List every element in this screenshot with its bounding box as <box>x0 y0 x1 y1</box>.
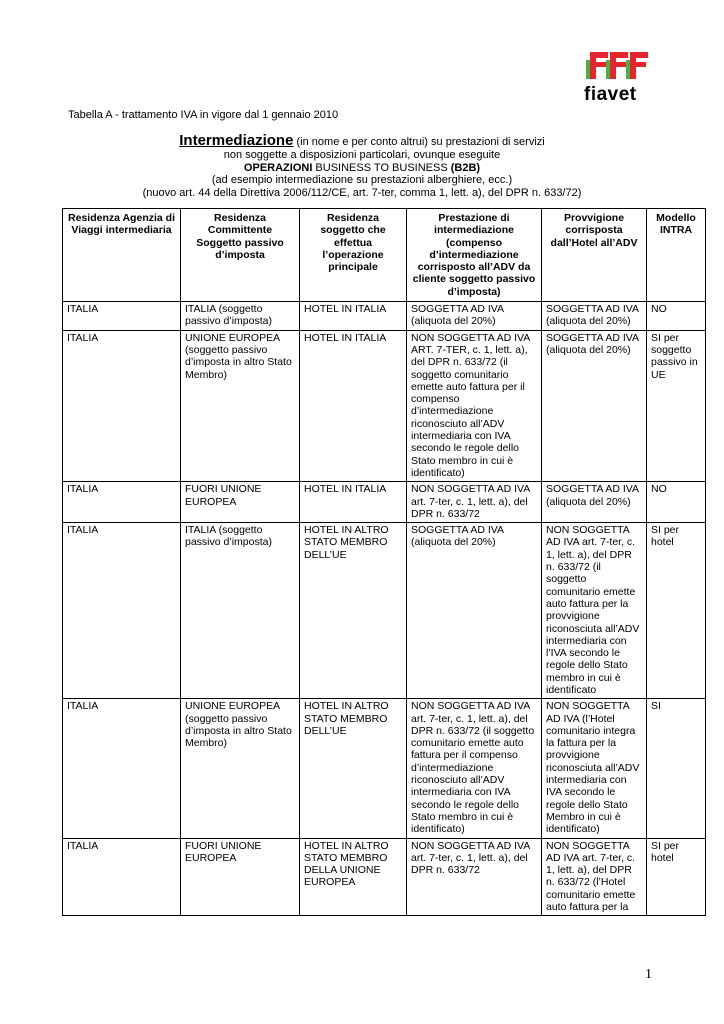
table-cell: SI per hotel <box>647 838 706 916</box>
heading-title: Intermediazione <box>179 132 294 149</box>
heading-operazioni: OPERAZIONI <box>243 161 313 174</box>
table-cell: SOGGETTA AD IVA (aliquota del 20%) <box>407 302 542 331</box>
table-cell: NON SOGGETTA AD IVA art. 7-ter, c. 1, lett. a), del DPR n. 633/72 (il soggetto comunitario emette auto fattura per il compenso d’intermediazione riconosciuto all’ADV intermediaria con IVA secondo le regole dello Stato membro in cui è identificato) <box>407 699 542 838</box>
document-heading <box>60 132 664 200</box>
table-cell: SI <box>647 699 706 838</box>
table-row <box>63 330 706 482</box>
table-cell: NON SOGGETTA AD IVA art. 7-ter, c. 1, lett. a), del DPR n. 633/72 <box>407 838 542 916</box>
table-row <box>63 482 706 523</box>
table-cell: NON SOGGETTA AD IVA (l’Hotel comunitario integra la fattura per la provvigione riconosciuta all’ADV intermediaria con IVA secondo le regole dello Stato Membro in cui è identificato) <box>542 699 647 838</box>
header-modello-intra: Modello INTRA <box>647 209 706 302</box>
table-cell: NON SOGGETTA AD IVA art. 7-ter, c. 1, lett. a), del DPR n. 633/72 (l’Hotel comunitario emette auto fattura per la <box>542 838 647 916</box>
table-cell: SOGGETTA AD IVA (aliquota del 20%) <box>542 482 647 523</box>
heading-line-3 <box>60 162 664 175</box>
vat-treatment-table <box>62 208 706 916</box>
table-cell: ITALIA <box>63 330 181 482</box>
header-residenza-agenzia: Residenza Agenzia di Viaggi intermediaria <box>63 209 181 302</box>
table-cell: NON SOGGETTA AD IVA ART. 7-TER, c. 1, lett. a), del DPR n. 633/72 (il soggetto comunitario emette auto fattura per il compenso d’intermediazione riconosciuto all’ADV intermediaria con IVA secondo le regole dello Stato membro in cui è identificato) <box>407 330 542 482</box>
table-cell: ITALIA <box>63 699 181 838</box>
table-cell: HOTEL IN ITALIA <box>300 330 407 482</box>
table-cell: NON SOGGETTA AD IVA art. 7-ter, c. 1, lett. a), del DPR n. 633/72 <box>407 482 542 523</box>
table-cell: NO <box>647 302 706 331</box>
table-cell: UNIONE EUROPEA (soggetto passivo d’imposta in altro Stato Membro) <box>181 699 300 838</box>
table-cell: ITALIA <box>63 523 181 699</box>
table-cell: SI per soggetto passivo in UE <box>647 330 706 482</box>
table-cell: ITALIA <box>63 482 181 523</box>
table-header-row <box>63 209 706 302</box>
header-residenza-soggetto: Residenza soggetto che effettua l’operazione principale <box>300 209 407 302</box>
table-cell: NON SOGGETTA AD IVA art. 7-ter, c. 1, lett. a), del DPR n. 633/72 (il soggetto comunitario emette auto fattura per la provvigione riconosciuta all’ADV intermediaria con l’IVA secondo le regole dello Stato membro in cui è identificato <box>542 523 647 699</box>
heading-line-2: non soggette a disposizioni particolari, ovunque eseguite <box>223 148 501 161</box>
table-cell: HOTEL IN ITALIA <box>300 482 407 523</box>
logo-wordmark: fiavet <box>584 84 637 105</box>
table-cell: HOTEL IN ALTRO STATO MEMBRO DELLA UNIONE EUROPEA <box>300 838 407 916</box>
heading-title-rest: (in nome e per conto altrui) su prestazioni di servizi <box>293 136 545 148</box>
document-subtitle: Tabella A - trattamento IVA in vigore dal 1 gennaio 2010 <box>68 109 339 121</box>
table-cell: ITALIA (soggetto passivo d’imposta) <box>181 523 300 699</box>
header-prestazione: Prestazione di intermediazione (compenso d’intermediazione corrisposto all’ADV da cliente soggetto passivo d’imposta) <box>407 209 542 302</box>
table-cell: HOTEL IN ALTRO STATO MEMBRO DELL’UE <box>300 699 407 838</box>
table-cell: HOTEL IN ALTRO STATO MEMBRO DELL’UE <box>300 523 407 699</box>
table-cell: NO <box>647 482 706 523</box>
table-cell: UNIONE EUROPEA (soggetto passivo d’imposta in altro Stato Membro) <box>181 330 300 482</box>
table-cell: ITALIA (soggetto passivo d’imposta) <box>181 302 300 331</box>
heading-line-1 <box>60 132 664 149</box>
header-residenza-committente: Residenza Committente Soggetto passivo d’imposta <box>181 209 300 302</box>
table-cell: SOGGETTA AD IVA (aliquota del 20%) <box>407 523 542 699</box>
heading-line-5: (nuovo art. 44 della Direttiva 2006/112/CE, art. 7-ter, comma 1, lett. a), del DPR n. 633/72) <box>142 187 582 200</box>
table-cell: SI per hotel <box>647 523 706 699</box>
heading-b2b: (B2B) <box>450 161 481 174</box>
table-cell: SOGGETTA AD IVA (aliquota del 20%) <box>542 330 647 482</box>
heading-line-4: (ad esempio intermediazione su prestazioni alberghiere, ecc.) <box>211 174 513 187</box>
heading-b2b-text: BUSINESS TO BUSINESS <box>312 161 451 174</box>
table-cell: ITALIA <box>63 838 181 916</box>
table-cell: SOGGETTA AD IVA (aliquota del 20%) <box>542 302 647 331</box>
table-row <box>63 302 706 331</box>
table-row <box>63 838 706 916</box>
table-row <box>63 523 706 699</box>
table-cell: HOTEL IN ITALIA <box>300 302 407 331</box>
table-cell: FUORI UNIONE EUROPEA <box>181 482 300 523</box>
table-cell: ITALIA <box>63 302 181 331</box>
header-provvigione: Provvigione corrisposta dall’Hotel all’ADV <box>542 209 647 302</box>
page-number: 1 <box>645 967 652 982</box>
table-cell: FUORI UNIONE EUROPEA <box>181 838 300 916</box>
table-row <box>63 699 706 838</box>
